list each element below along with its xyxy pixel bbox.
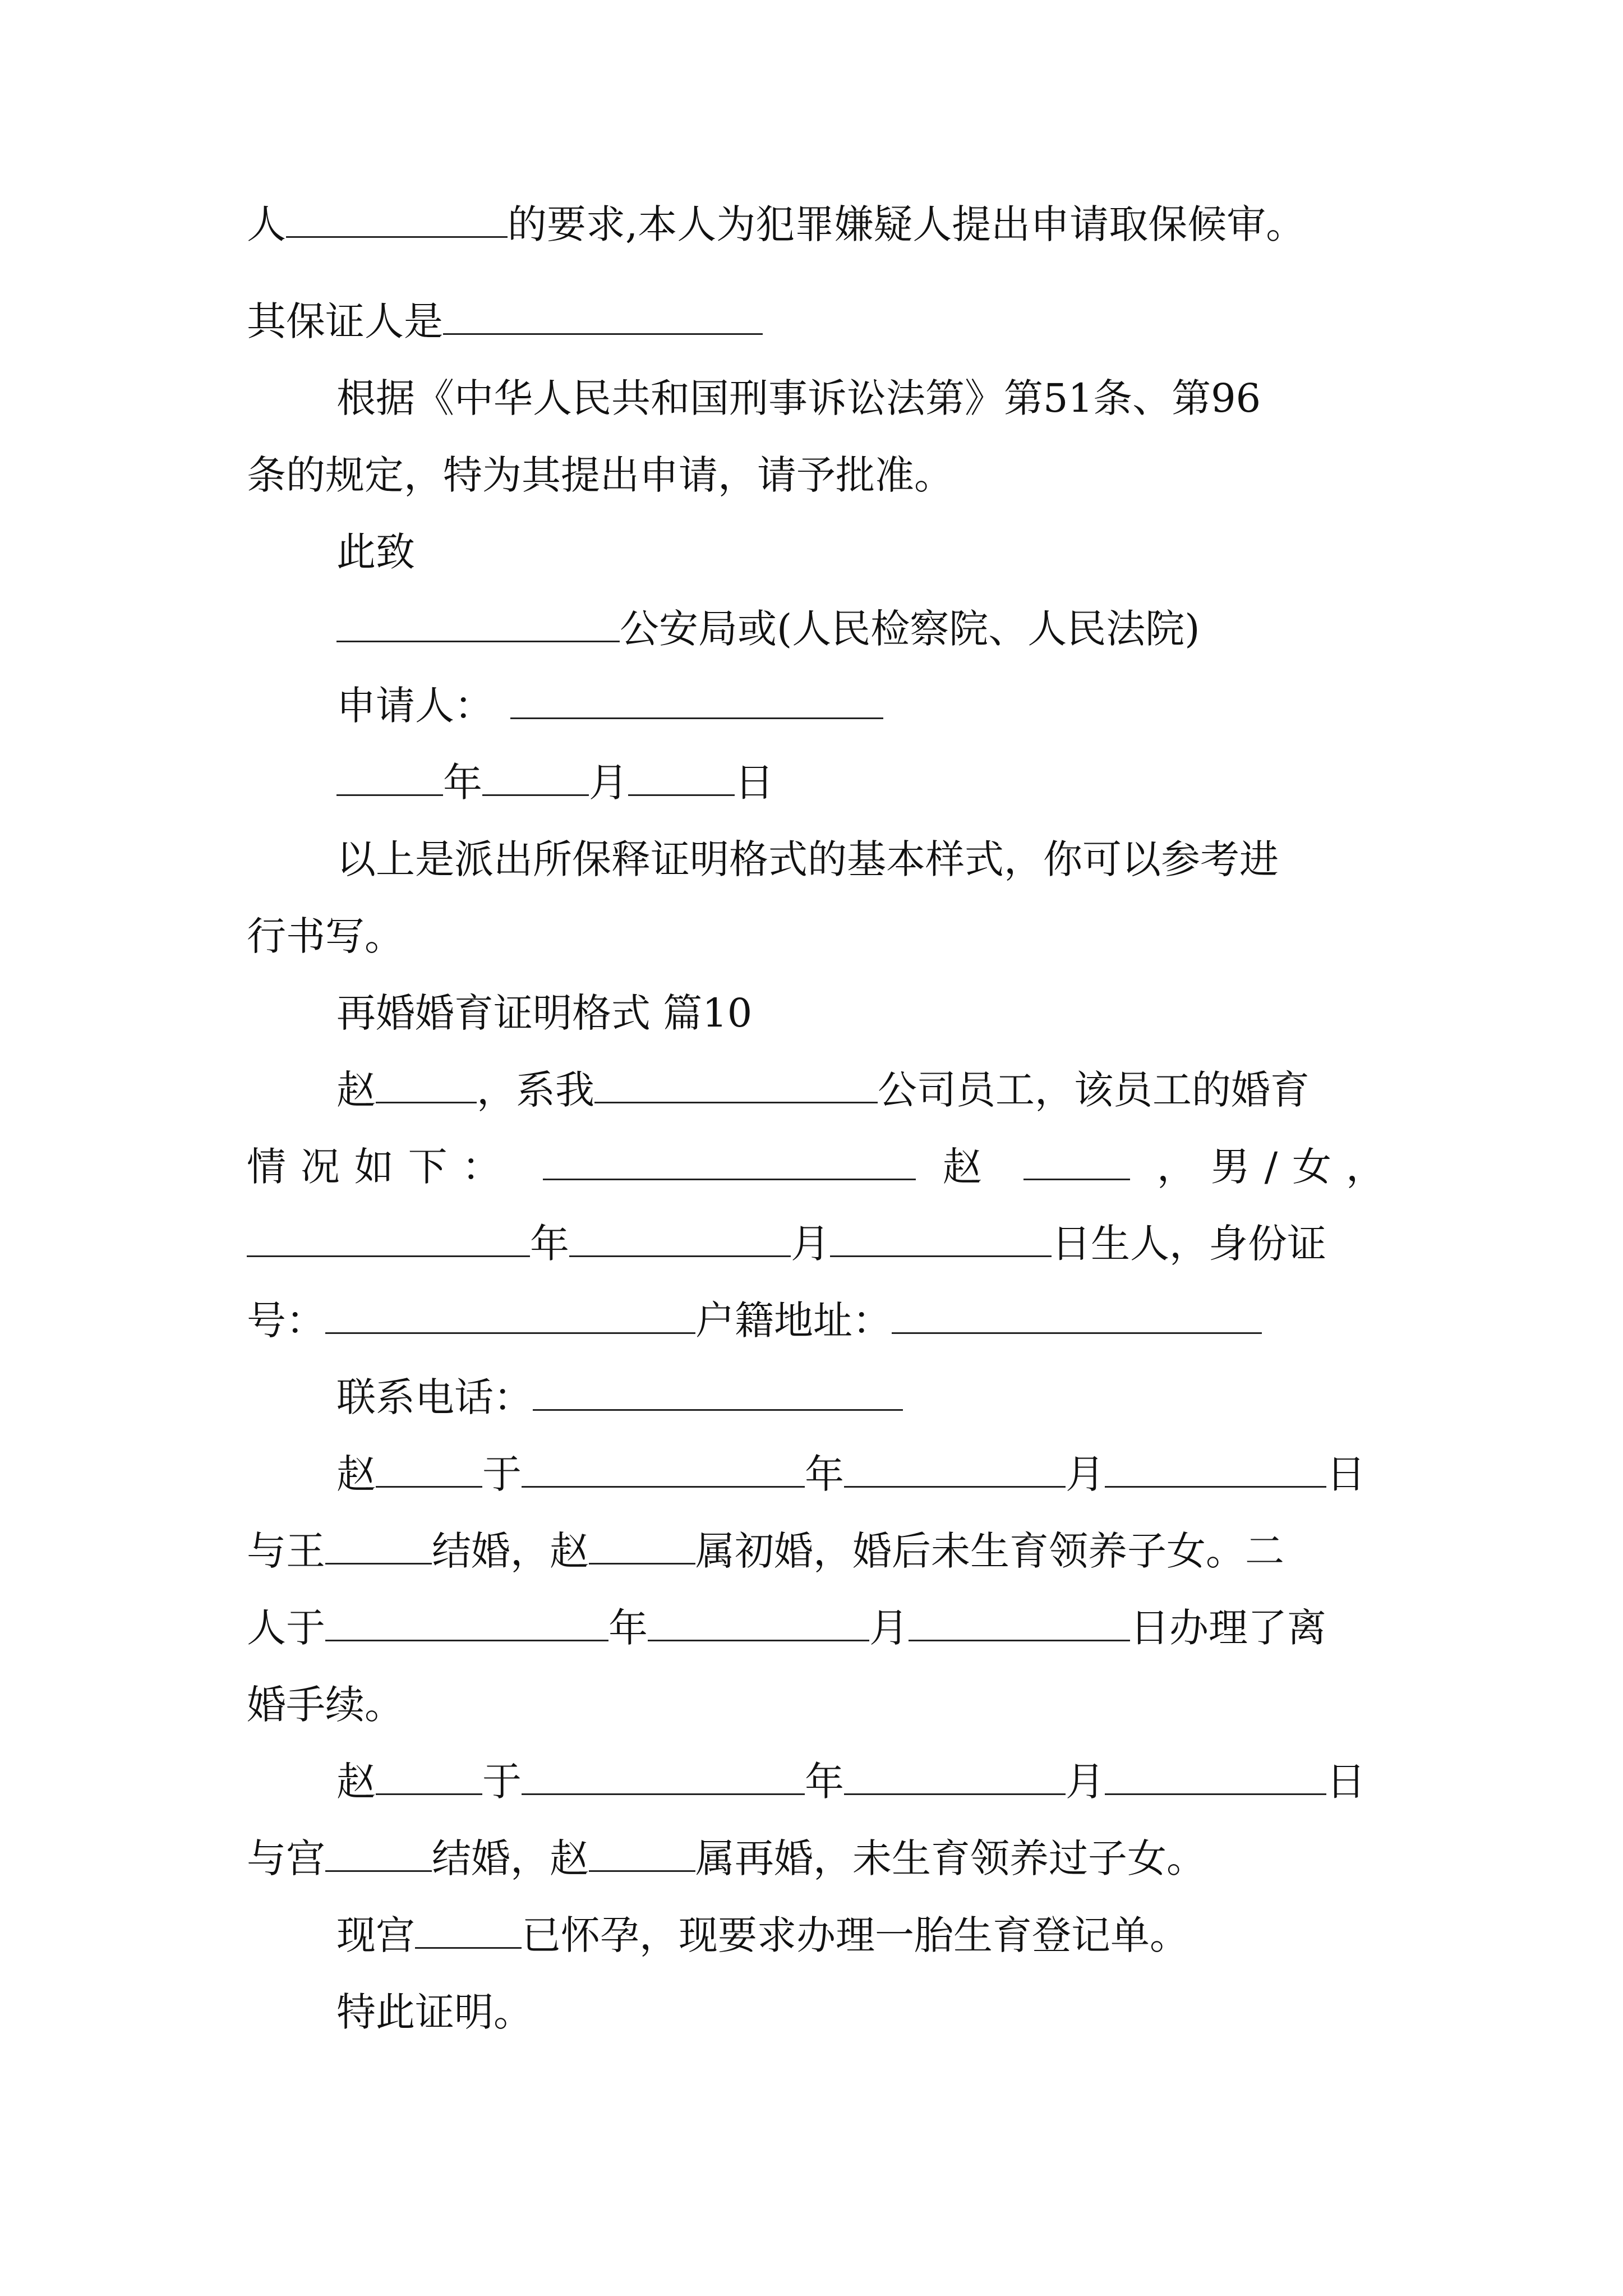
line-2-text-a: 其保证人是 [247, 298, 443, 344]
line-22-text-c: 属再婚，未生育领养过子女。 [695, 1835, 1206, 1881]
line-19-text-b: 年 [608, 1605, 648, 1651]
line-1-blank [286, 197, 508, 238]
line-20-text: 婚手续。 [247, 1682, 404, 1728]
text-line-14 [247, 1213, 1385, 1274]
line-17-text-d: 月 [1066, 1451, 1105, 1497]
line-7-blank [510, 678, 883, 719]
line-14-blank-2 [569, 1216, 791, 1257]
line-18-text-c: 属初婚，婚后未生育领养子女。二 [695, 1528, 1284, 1574]
line-17-blank-2 [522, 1447, 805, 1488]
line-8-blank-1 [336, 755, 443, 796]
line-21-text-b: 于 [482, 1759, 522, 1805]
line-6-text: 公安局或(人民检察院、人民法院) [620, 606, 1200, 652]
line-17-text-a: 赵 [336, 1451, 376, 1497]
line-22-blank-1 [325, 1831, 432, 1872]
line-14-blank-1 [247, 1216, 530, 1257]
line-13-blank-1 [543, 1139, 916, 1180]
text-line-1 [247, 194, 1385, 255]
line-21-blank-1 [376, 1754, 482, 1795]
line-13-blank-2 [1023, 1139, 1130, 1180]
line-19-blank-2 [648, 1600, 869, 1641]
line-8-text-a: 年 [443, 760, 482, 806]
line-19-blank-3 [909, 1600, 1130, 1641]
line-17-text-c: 年 [805, 1451, 844, 1497]
line-23-blank [415, 1908, 522, 1949]
line-21-text-d: 月 [1066, 1759, 1105, 1805]
text-line-12 [336, 1059, 1385, 1121]
line-14-text-b: 月 [791, 1221, 830, 1267]
text-line-22 [247, 1828, 1385, 1889]
text-line-17 [336, 1443, 1385, 1505]
line-6-blank [336, 601, 620, 642]
line-18-blank-1 [325, 1524, 432, 1565]
line-12-text-c: 公司员工，该员工的婚育 [878, 1067, 1310, 1113]
line-17-text-e: 日 [1326, 1451, 1366, 1497]
line-15-blank-2 [892, 1293, 1262, 1334]
line-8-blank-2 [482, 755, 589, 796]
line-3-text: 根据《中华人民共和国刑事诉讼法第》第51条、第96 [336, 375, 1261, 421]
line-19-text-d: 日办理了离 [1130, 1605, 1326, 1651]
line-1-text-b: 的要求,本人为犯罪嫌疑人提出申请取保候审。 [508, 201, 1306, 247]
text-line-9 [336, 829, 1385, 890]
line-16-text: 联系电话： [336, 1374, 533, 1420]
text-line-7 [336, 675, 1385, 737]
line-21-blank-3 [844, 1754, 1066, 1795]
text-line-15 [247, 1290, 1385, 1351]
line-8-text-c: 日 [735, 760, 774, 806]
line-14-text-a: 年 [530, 1221, 569, 1267]
line-17-blank-3 [844, 1447, 1066, 1488]
line-12-text-b: ，系我 [477, 1067, 594, 1113]
line-22-blank-2 [589, 1831, 695, 1872]
text-line-19 [247, 1597, 1385, 1659]
line-21-text-e: 日 [1326, 1759, 1366, 1805]
line-24-text: 特此证明。 [336, 1989, 533, 2035]
text-line-4 [247, 444, 1385, 506]
line-18-text-b: 结婚，赵 [432, 1528, 589, 1574]
line-12-blank-1 [376, 1062, 477, 1103]
line-17-blank-4 [1105, 1447, 1326, 1488]
line-19-text-a: 人于 [247, 1605, 325, 1651]
line-14-text-c: 日生人，身份证 [1052, 1221, 1326, 1267]
line-21-text-a: 赵 [336, 1759, 376, 1805]
text-line-24 [336, 1981, 1385, 2043]
line-17-text-b: 于 [482, 1451, 522, 1497]
line-19-blank-1 [325, 1600, 608, 1641]
line-13-text-a: 情况如下： [247, 1144, 516, 1190]
line-9-text: 以上是派出所保释证明格式的基本样式，你可以参考进 [336, 836, 1279, 882]
line-19-text-c: 月 [869, 1605, 909, 1651]
line-8-text-b: 月 [589, 760, 628, 806]
text-line-10 [247, 905, 1385, 967]
line-17-blank-1 [376, 1447, 482, 1488]
line-18-text-a: 与王 [247, 1528, 325, 1574]
line-1-text-a: 人 [247, 201, 286, 247]
line-22-text-a: 与宫 [247, 1835, 325, 1881]
line-13-text-c: ，男/女， [1156, 1144, 1385, 1190]
text-line-11 [336, 982, 1385, 1044]
line-13-text-b: 赵 [942, 1144, 997, 1190]
text-line-6 [336, 598, 1385, 660]
text-line-18 [247, 1520, 1385, 1582]
text-line-20 [247, 1674, 1385, 1736]
line-11-text: 再婚婚育证明格式 篇10 [336, 990, 753, 1036]
text-line-2 [247, 291, 1385, 352]
line-15-text-a: 号： [247, 1297, 325, 1343]
line-5-text: 此致 [336, 529, 415, 575]
line-14-blank-3 [830, 1216, 1052, 1257]
text-line-23 [336, 1904, 1385, 1966]
line-23-text-b: 已怀孕，现要求办理一胎生育登记单。 [522, 1912, 1189, 1958]
line-2-blank [443, 294, 763, 335]
text-line-21 [336, 1751, 1385, 1812]
text-line-13 [247, 1136, 1385, 1198]
line-21-blank-2 [522, 1754, 805, 1795]
line-10-text: 行书写。 [247, 913, 404, 959]
line-16-blank [533, 1370, 903, 1411]
line-4-text: 条的规定，特为其提出申请，请予批准。 [247, 452, 953, 498]
text-line-3 [336, 367, 1385, 429]
line-12-blank-2 [594, 1062, 878, 1103]
line-21-text-c: 年 [805, 1759, 844, 1805]
line-15-text-b: 户籍地址： [695, 1297, 892, 1343]
text-line-16 [336, 1366, 1385, 1428]
line-23-text-a: 现宫 [336, 1912, 415, 1958]
line-15-blank-1 [325, 1293, 695, 1334]
line-22-text-b: 结婚，赵 [432, 1835, 589, 1881]
line-7-text: 申请人： [336, 683, 494, 729]
line-12-text-a: 赵 [336, 1067, 376, 1113]
line-18-blank-2 [589, 1524, 695, 1565]
text-line-5 [336, 521, 1385, 583]
text-line-8 [336, 752, 1385, 813]
line-8-blank-3 [628, 755, 735, 796]
line-21-blank-4 [1105, 1754, 1326, 1795]
